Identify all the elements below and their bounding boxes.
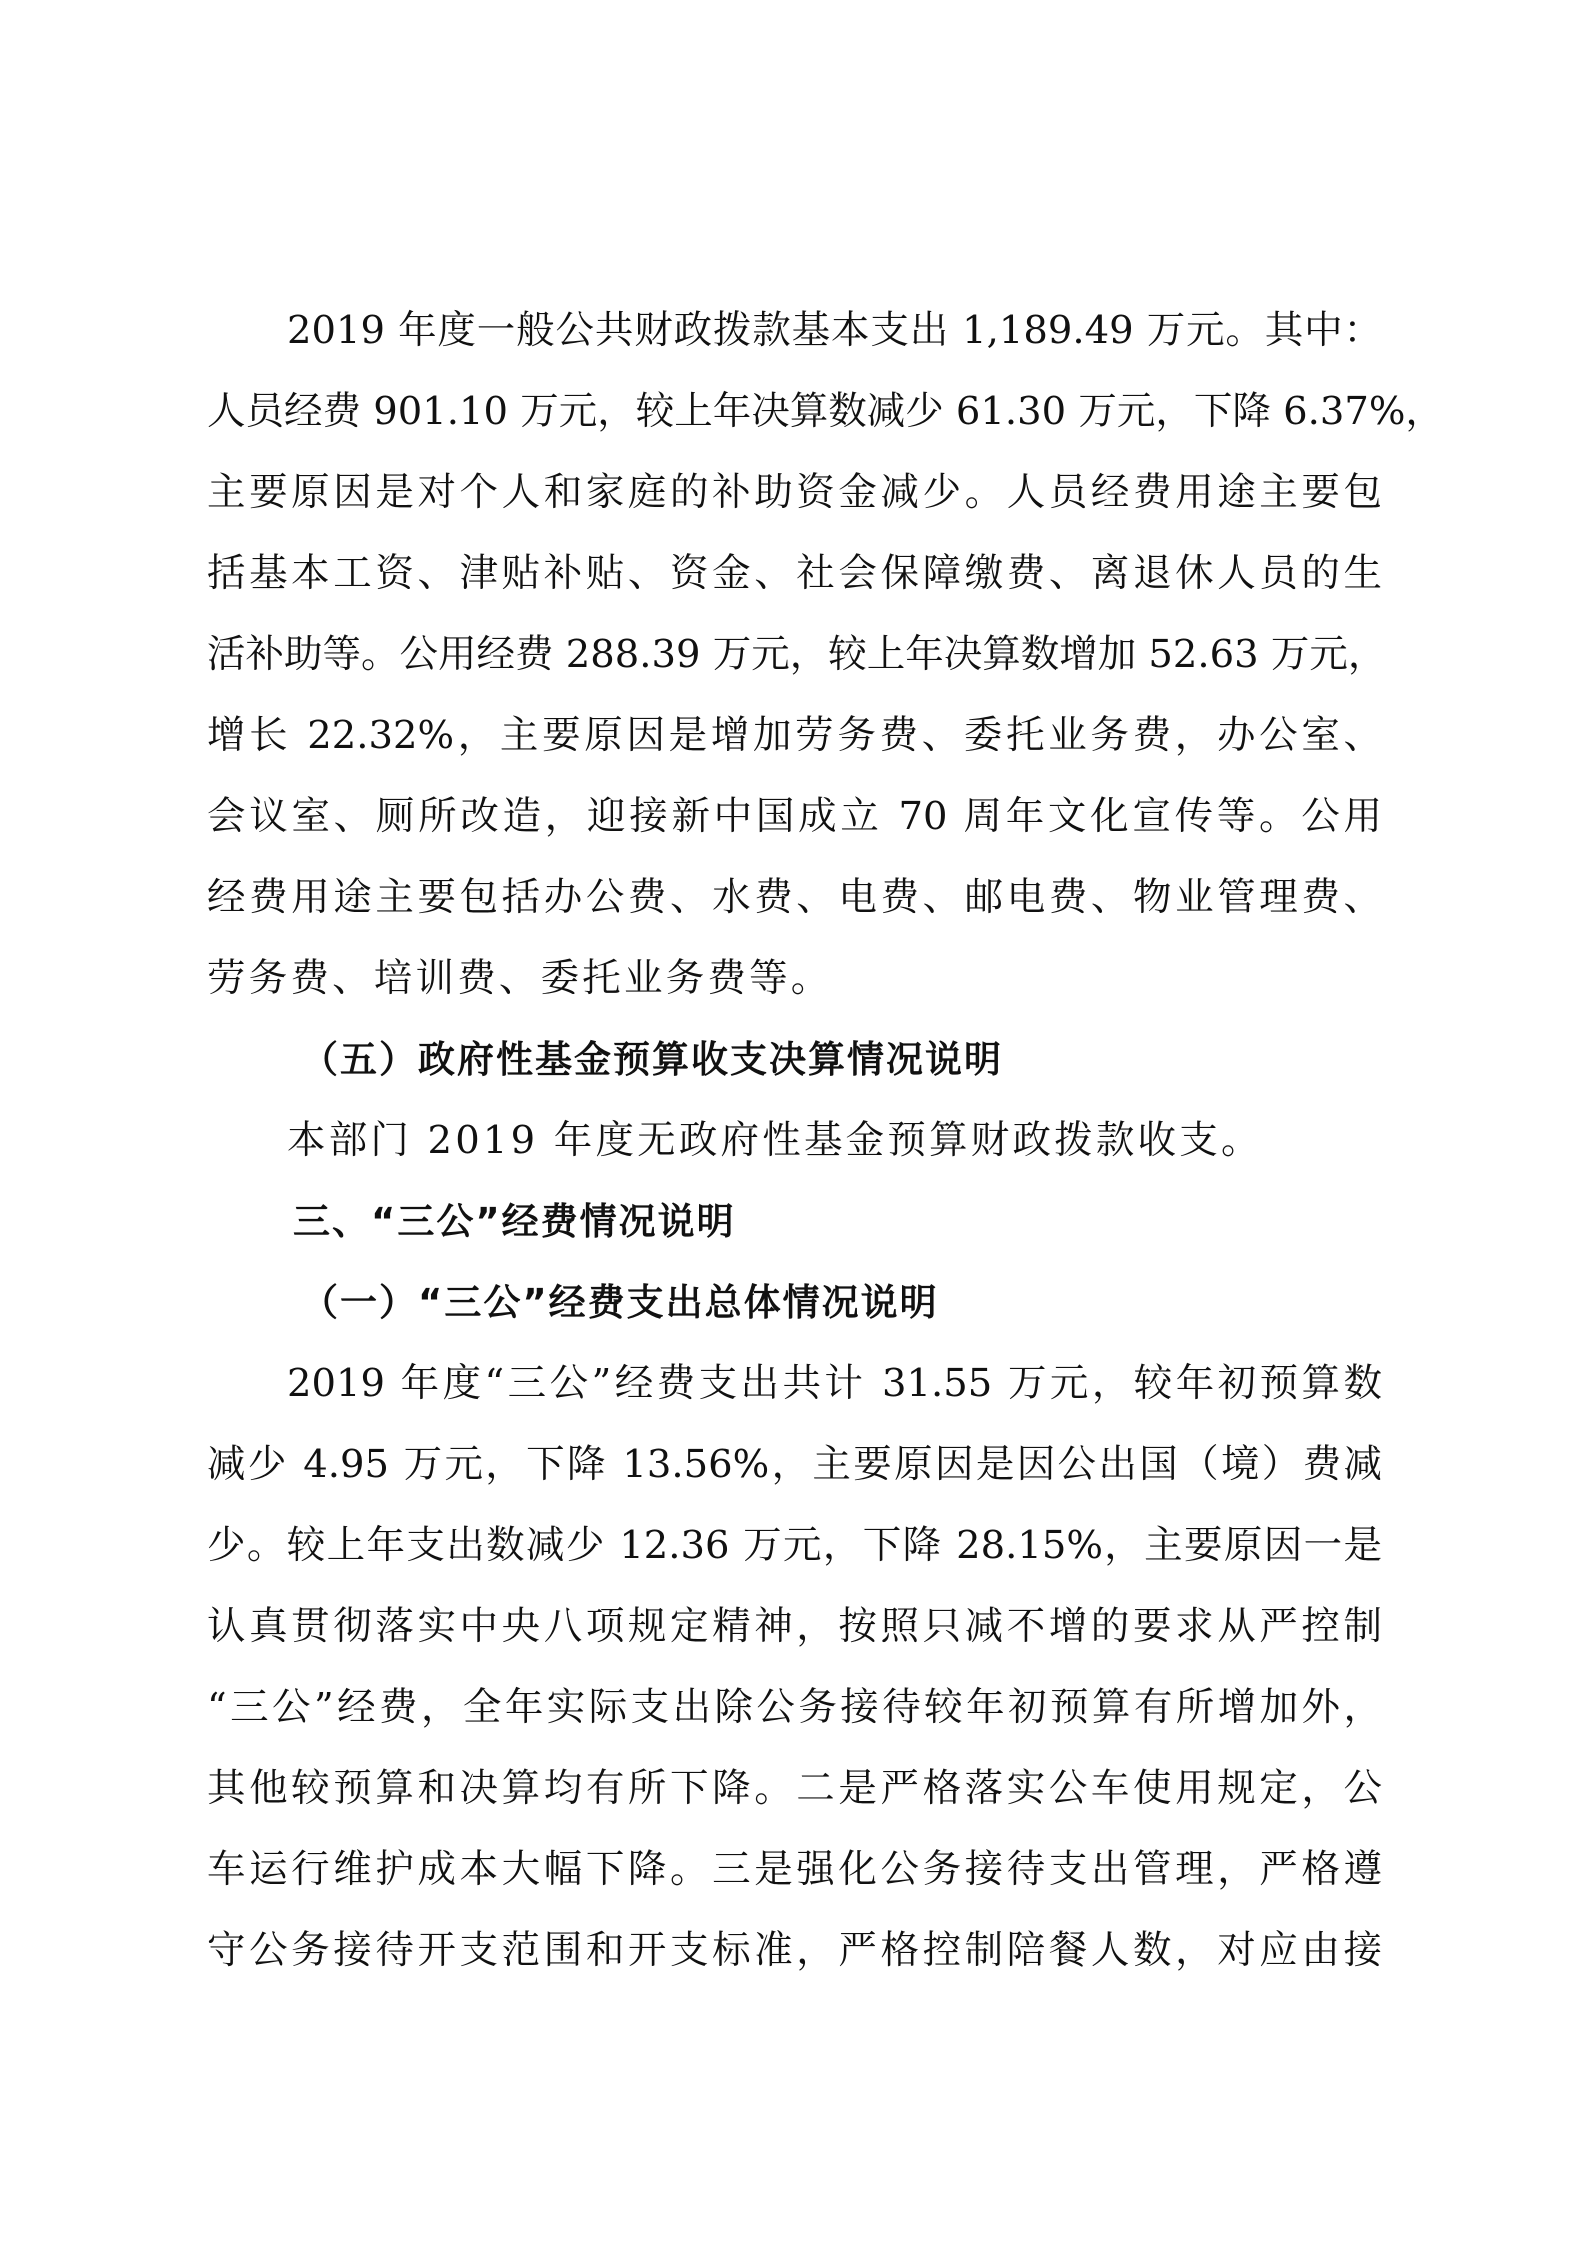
- section-heading-three: 三、“三公”经费情况说明: [293, 1200, 736, 1243]
- paragraph-line: 守公务接待开支范围和开支标准，严格控制陪餐人数，对应由接: [207, 1928, 1382, 1973]
- paragraph-line: 少。较上年支出数减少 12.36 万元，下降 28.15%，主要原因一是: [207, 1523, 1382, 1568]
- paragraph-line: 经费用途主要包括办公费、水费、电费、邮电费、物业管理费、: [207, 875, 1382, 920]
- paragraph-line: 会议室、厕所改造，迎接新中国成立 70 周年文化宣传等。公用: [207, 794, 1382, 839]
- section-heading-one: （一）“三公”经费支出总体情况说明: [301, 1281, 939, 1324]
- paragraph-line: 本部门 2019 年度无政府性基金预算财政拨款收支。: [287, 1118, 1263, 1163]
- paragraph-line: 2019 年度“三公”经费支出共计 31.55 万元，较年初预算数: [287, 1361, 1382, 1406]
- paragraph-line: 人员经费 901.10 万元，较上年决算数减少 61.30 万元，下降 6.37%，: [207, 389, 1444, 434]
- paragraph-line: 劳务费、培训费、委托业务费等。: [207, 956, 833, 1001]
- paragraph-line: 减少 4.95 万元，下降 13.56%，主要原因是因公出国（境）费减: [207, 1442, 1382, 1487]
- paragraph-line: “三公”经费，全年实际支出除公务接待较年初预算有所增加外，: [207, 1685, 1382, 1730]
- paragraph-line: 增长 22.32%，主要原因是增加劳务费、委托业务费，办公室、: [207, 713, 1382, 758]
- paragraph-line: 活补助等。公用经费 288.39 万元，较上年决算数增加 52.63 万元，: [207, 632, 1387, 677]
- section-heading-five: （五）政府性基金预算收支决算情况说明: [301, 1038, 1003, 1081]
- paragraph-line: 认真贯彻落实中央八项规定精神，按照只减不增的要求从严控制: [207, 1604, 1382, 1649]
- paragraph-line: 2019 年度一般公共财政拨款基本支出 1,189.49 万元。其中：: [287, 308, 1382, 353]
- paragraph-line: 括基本工资、津贴补贴、资金、社会保障缴费、离退休人员的生: [207, 551, 1382, 596]
- paragraph-line: 车运行维护成本大幅下降。三是强化公务接待支出管理，严格遵: [207, 1847, 1382, 1892]
- paragraph-line: 主要原因是对个人和家庭的补助资金减少。人员经费用途主要包: [207, 470, 1382, 515]
- paragraph-line: 其他较预算和决算均有所下降。二是严格落实公车使用规定，公: [207, 1766, 1382, 1811]
